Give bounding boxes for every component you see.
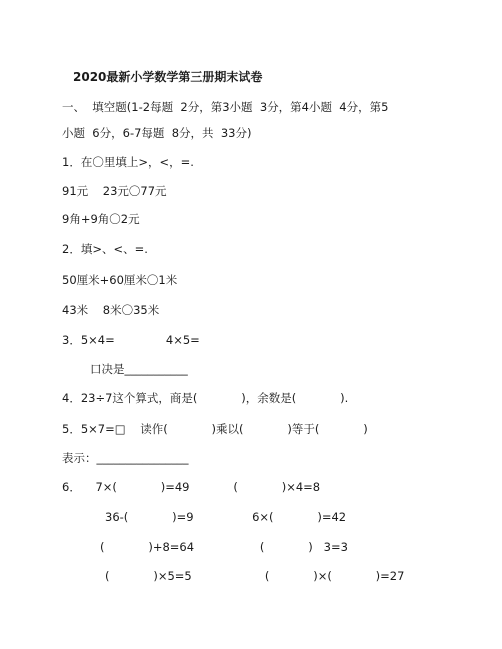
q5-question: 5．5×7=□ 读作( )乘以( )等于( ) — [62, 422, 368, 436]
q2-instruction: 2．填>、<、=. — [62, 242, 148, 256]
q6-row-1: 6． 7×( )=49 ( )×4=8 — [62, 480, 321, 494]
q2-item-a: 50厘米+60厘米〇1米 — [62, 273, 178, 287]
q6-row-4: ( )×5=5 ( )×( )=27 — [105, 569, 405, 583]
q3-equations: 3．5×4= 4×5= — [62, 333, 200, 347]
q1-instruction: 1．在〇里填上>，<，=. — [62, 155, 194, 169]
q6-row-2: 36-( )=9 6×( )=42 — [105, 510, 347, 524]
document-title: 2020最新小学数学第三册期末试卷 — [73, 70, 263, 84]
section-heading-line-2: 小题 6分，6-7每题 8分，共 33分) — [62, 126, 252, 140]
q4-question: 4．23÷7这个算式，商是( )，余数是( ). — [62, 391, 349, 405]
q2-item-b: 43米 8米〇35米 — [62, 303, 160, 317]
q5-meaning-line: 表示：________________ — [62, 451, 189, 465]
q1-item-a: 91元 23元〇77元 — [62, 184, 167, 198]
q6-row-3: ( )+8=64 ( ) 3=3 — [100, 540, 348, 554]
section-heading-line-1: 一、 填空题(1-2每题 2分，第3小题 3分，第4小题 4分，第5 — [62, 100, 389, 114]
q3-mnemonic-line: 口决是___________ — [90, 362, 188, 376]
q1-item-b: 9角+9角〇2元 — [62, 212, 140, 226]
